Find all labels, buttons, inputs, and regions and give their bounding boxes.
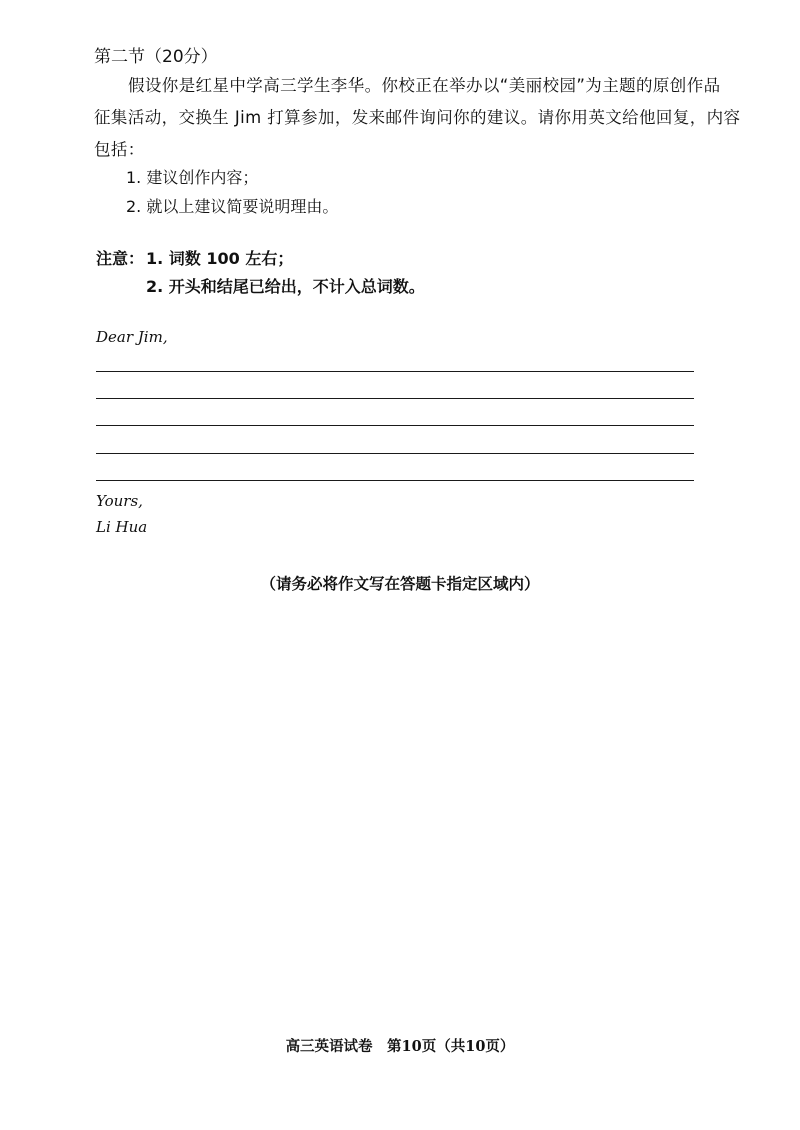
- note-item: 2. 开头和结尾已给出，不计入总词数。: [146, 277, 425, 296]
- letter-greeting: Dear Jim,: [96, 328, 168, 346]
- prompt-line-2: 征集活动，交换生 Jim 打算参加，发来邮件询问你的建议。请你用英文给他回复，内容: [94, 108, 741, 127]
- writing-line: [96, 480, 694, 481]
- prompt-line-3: 包括：: [94, 140, 145, 159]
- notes-label: 注意：: [96, 249, 145, 268]
- writing-line: [96, 371, 694, 372]
- answer-sheet-reminder: （请务必将作文写在答题卡指定区域内）: [260, 575, 540, 593]
- letter-closing: Yours,: [96, 492, 143, 510]
- note-item: 1. 词数 100 左右；: [146, 249, 294, 268]
- section-title: 第二节（20分）: [94, 47, 218, 67]
- requirement-item: 1. 建议创作内容；: [126, 168, 259, 187]
- writing-line: [96, 425, 694, 426]
- page-footer: 高三英语试卷 第10页（共10页）: [285, 1038, 515, 1055]
- writing-line: [96, 453, 694, 454]
- letter-signature: Li Hua: [96, 518, 148, 536]
- writing-line: [96, 398, 694, 399]
- prompt-line-1: 假设你是红星中学高三学生李华。你校正在举办以“美丽校园”为主题的原创作品: [128, 76, 721, 95]
- requirement-item: 2. 就以上建议简要说明理由。: [126, 197, 339, 216]
